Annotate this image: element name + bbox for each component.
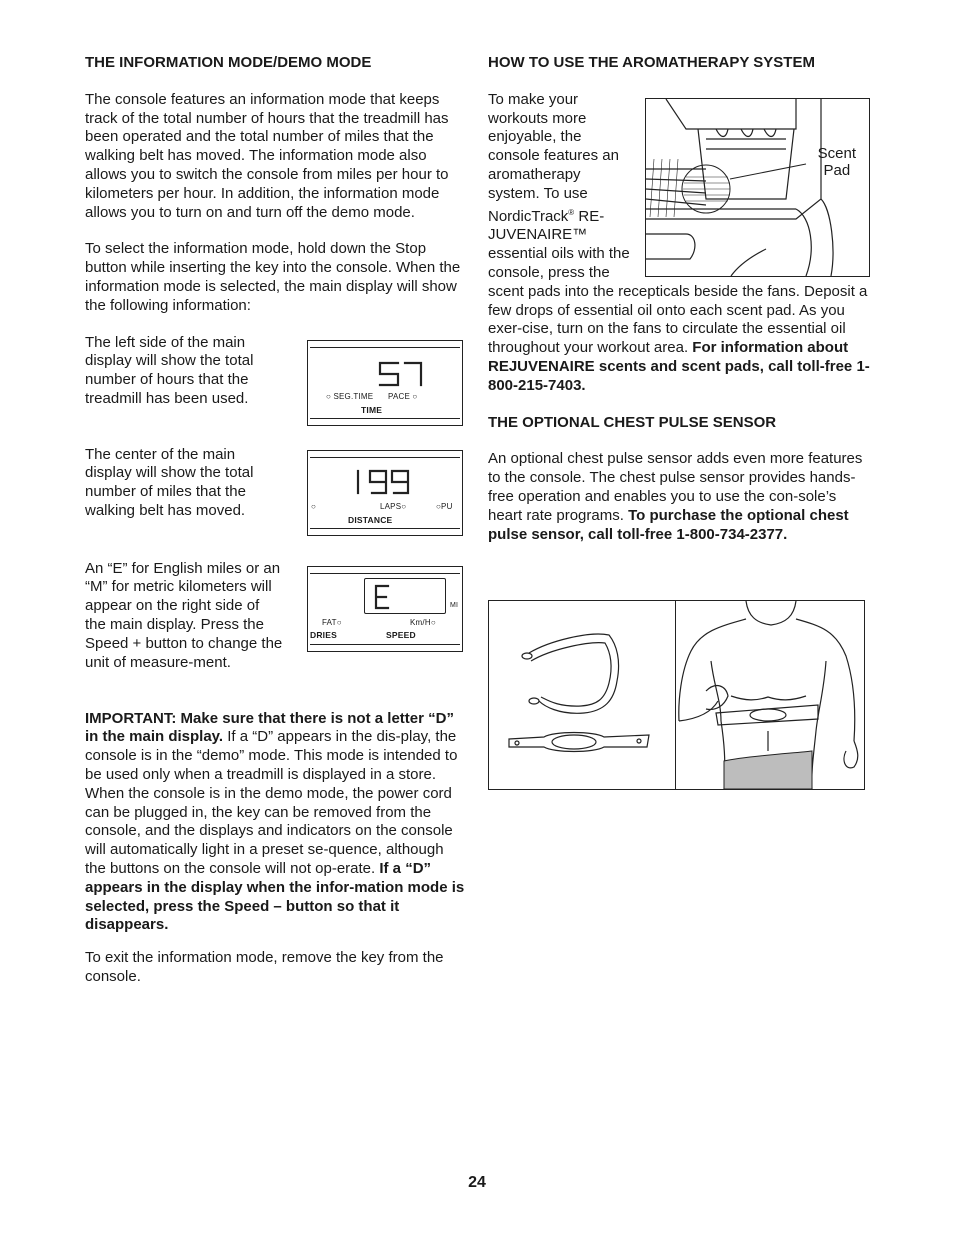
page-number: 24 xyxy=(468,1174,486,1191)
hours-description: The left side of the main display will show the total number of hours that the treadmill has been used. xyxy=(85,333,254,407)
info-mode-heading: THE INFORMATION MODE/DEMO MODE xyxy=(85,54,372,71)
important-text: If a “D” appears in the dis-play, the console is in the “demo” mode. This mode is intended to be used only when a treadmill is displayed in a store. When the console is in the demo mode, the power cord can be plugged in, the key can be removed from the console, and the displays and indicators on the console will automatically light in a preset se-quence, although the buttons on the console will not op-erate. xyxy=(85,728,458,877)
important-paragraph xyxy=(85,710,467,936)
miles-description: The center of the main display will show the total number of miles that the walking belt has moved. xyxy=(85,445,254,519)
units-description: An “E” for English miles or an “M” for metric kilometers will appear on the right side of the main display. Press the Speed + button to change the unit of measure-ment. xyxy=(85,559,283,671)
chest-sensor-heading: THE OPTIONAL CHEST PULSE SENSOR xyxy=(488,413,777,431)
registered-mark: ® xyxy=(568,207,575,217)
distance-display-illustration xyxy=(307,450,463,536)
person-wearing-strap-illustration xyxy=(676,601,865,789)
indicator-pulse: ○PU xyxy=(436,502,453,511)
chest-sensor-figure xyxy=(488,600,865,790)
speed-display-illustration xyxy=(307,566,463,652)
letter-e-shape xyxy=(376,586,388,608)
digit-7-shape xyxy=(405,363,421,385)
exit-paragraph: To exit the information mode, remove the key from the console. xyxy=(85,949,444,985)
important-bold: IMPORTANT: Make sure that there is not a letter “D” in the main display. xyxy=(85,709,454,746)
display-label: SPEED xyxy=(386,630,416,640)
chest-sensor-bold: To purchase the optional chest pulse sensor, call toll-free 1-800-734-2377. xyxy=(488,506,849,543)
display-label: TIME xyxy=(361,405,383,415)
strap-illustration xyxy=(489,601,675,789)
indicator-left: ○ SEG.TIME xyxy=(326,392,374,401)
aromatherapy-paragraph: To make your workouts more enjoyable, the console features an aromatherapy system. To use NordicTrack® RE-JUVENAIRE™ essential oils with the console, press the scent pads into the recepticals beside the fans. Deposit a few drops of essential oil onto each scent pad. As you exer-cise, turn on the fans to circulate the essential oil throughout your workout area. For information about REJUVENAIRE scents and scent pads, call toll-free 1-800-215-7403. xyxy=(488,91,872,396)
aromatherapy-bold: For information about REJUVENAIRE scents and scent pads, call toll-free 1-800-215-7403. xyxy=(488,339,870,394)
edge-label-top: MI xyxy=(450,602,459,609)
indicator-left-circle: ○ xyxy=(311,502,317,511)
important-bold-2: If a “D” appears in the display when the infor-mation mode is selected, press the Speed – button so that it disappears. xyxy=(85,859,465,934)
display-label: DISTANCE xyxy=(348,515,393,525)
hours-display-illustration xyxy=(307,340,463,426)
hours-digits xyxy=(308,341,462,425)
indicator-laps: LAPS○ xyxy=(380,502,407,511)
indicator-right: PACE ○ xyxy=(388,392,418,401)
indicator-fat: FAT○ xyxy=(322,618,342,627)
digit-5-shape xyxy=(380,363,398,385)
console-fan-illustration xyxy=(646,99,869,276)
scent-pad-figure xyxy=(645,98,870,277)
aromatherapy-heading: HOW TO USE THE AROMATHERAPY SYSTEM xyxy=(488,54,815,71)
digit-9-shape xyxy=(370,471,386,493)
digit-9b-shape xyxy=(392,471,408,493)
indicator-kmh: Km/H○ xyxy=(410,618,436,627)
info-mode-paragraph-2: To select the information mode, hold down the Stop button while inserting the key into the console. When the information mode is selected, the main display will show the following information: xyxy=(85,240,461,314)
scent-label: Scent Pad xyxy=(817,145,856,179)
chest-sensor-paragraph: An optional chest pulse sensor adds even more features to the console. The chest pulse sensor provides hands-free operation and enables you to use the con-sole’s heart rate programs. To purchase the optional chest pulse sensor, call toll-free 1-800-734-2377. xyxy=(488,450,863,543)
display-label-left: DRIES xyxy=(310,630,337,640)
info-mode-paragraph-1: The console features an information mode that keeps track of the total number of hours that the treadmill has been operated and the total number of miles that the walking belt has moved. The information mode also allows you to switch the console from miles per hour to kilometers per hour. In addition, the information mode allows you to turn on and turn off the demo mode. xyxy=(85,90,449,221)
